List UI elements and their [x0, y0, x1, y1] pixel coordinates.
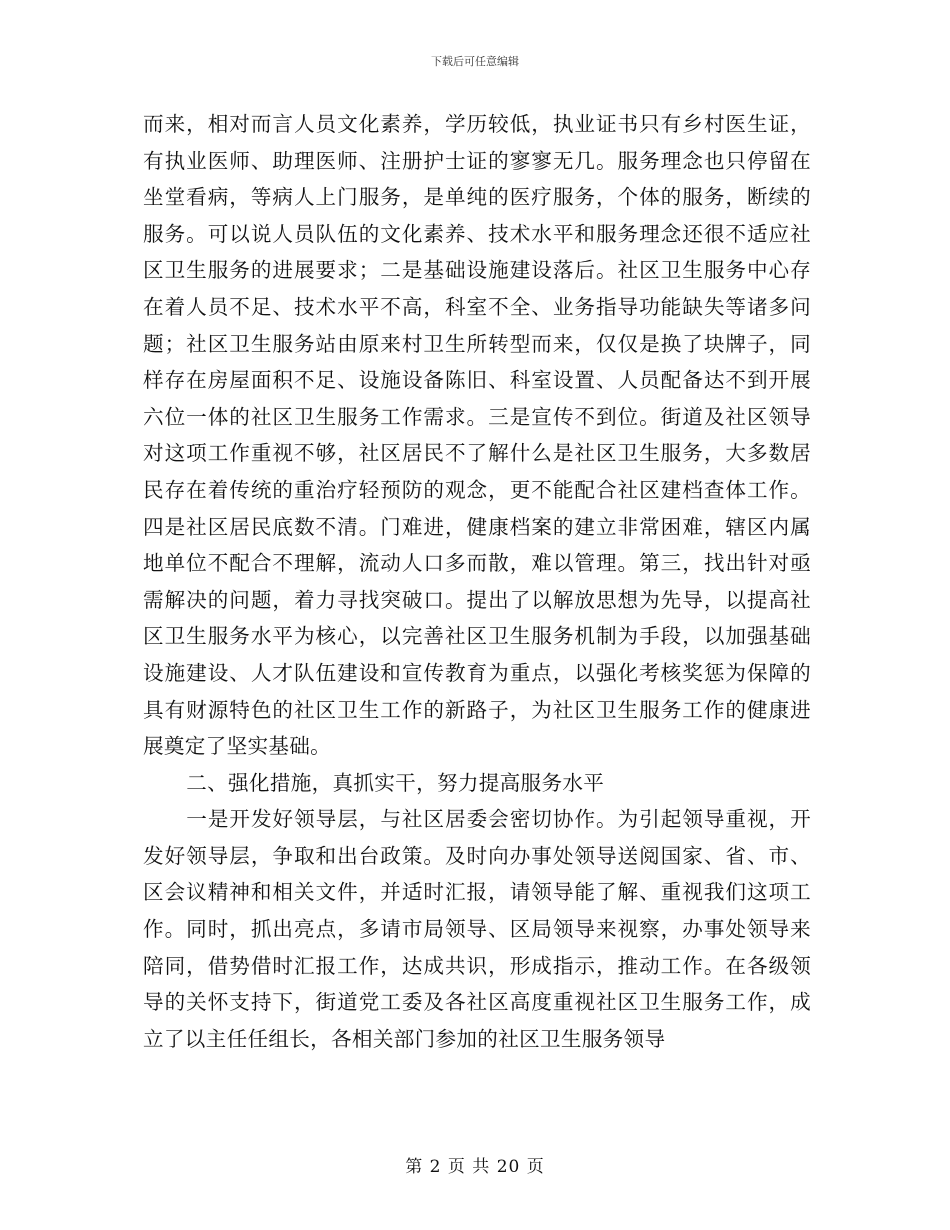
paragraph: 一是开发好领导层，与社区居委会密切协作。为引起领导重视，开发好领导层，争取和出台政策。及时向办事处领导送阅国家、省、市、区会议精神和相关文件，并适时汇报，请领导能了解、重视我们这项工作。同时，抓出亮点，多请市局领导、区局领导来视察，办事处领导来陪同，借势借时汇报工作，达成共识，形成指示，推动工作。在各级领导的关怀支持下，街道党工委及各社区高度重视社区卫生服务工作，成立了以主任任组长，各相关部门参加的社区卫生服务领导 — [143, 807, 811, 1051]
paragraph-continuation: 而来，相对而言人员文化素养，学历较低，执业证书只有乡村医生证，有执业医师、助理医师、注册护士证的寥寥无几。服务理念也只停留在坐堂看病，等病人上门服务，是单纯的医疗服务，个体的服务，断续的服务。可以说人员队伍的文化素养、技术水平和服务理念还很不适应社区卫生服务的进展要求；二是基础设施建设落后。社区卫生服务中心存在着人员不足、技术水平不高，科室不全、业务指导功能缺失等诸多问题；社区卫生服务站由原来村卫生所转型而来，仅仅是换了块牌子，同样存在房屋面积不足、设施设备陈旧、科室设置、人员配备达不到开展六位一体的社区卫生服务工作需求。三是宣传不到位。街道及社区领导对这项工作重视不够，社区居民不了解什么是社区卫生服务，大多数居民存在着传统的重治疗轻预防的观念，更不能配合社区建档查体工作。四是社区居民底数不清。门难进，健康档案的建立非常困难，辖区内属地单位不配合不理解，流动人口多而散，难以管理。第三，找出针对亟需解决的问题，着力寻找突破口。提出了以解放思想为先导，以提高社区卫生服务水平为核心，以完善社区卫生服务机制为手段，以加强基础设施建设、人才队伍建设和宣传教育为重点，以强化考核奖惩为保障的具有财源特色的社区卫生工作的新路子，为社区卫生服务工作的健康进展奠定了坚实基础。 — [143, 112, 811, 759]
page-header: 下载后可任意编辑 — [431, 55, 519, 68]
page-number: 第 2 页 共 20 页 — [405, 1157, 545, 1177]
document-body — [143, 106, 811, 1057]
section-heading: 二、强化措施，真抓实干，努力提高服务水平 — [186, 770, 605, 795]
